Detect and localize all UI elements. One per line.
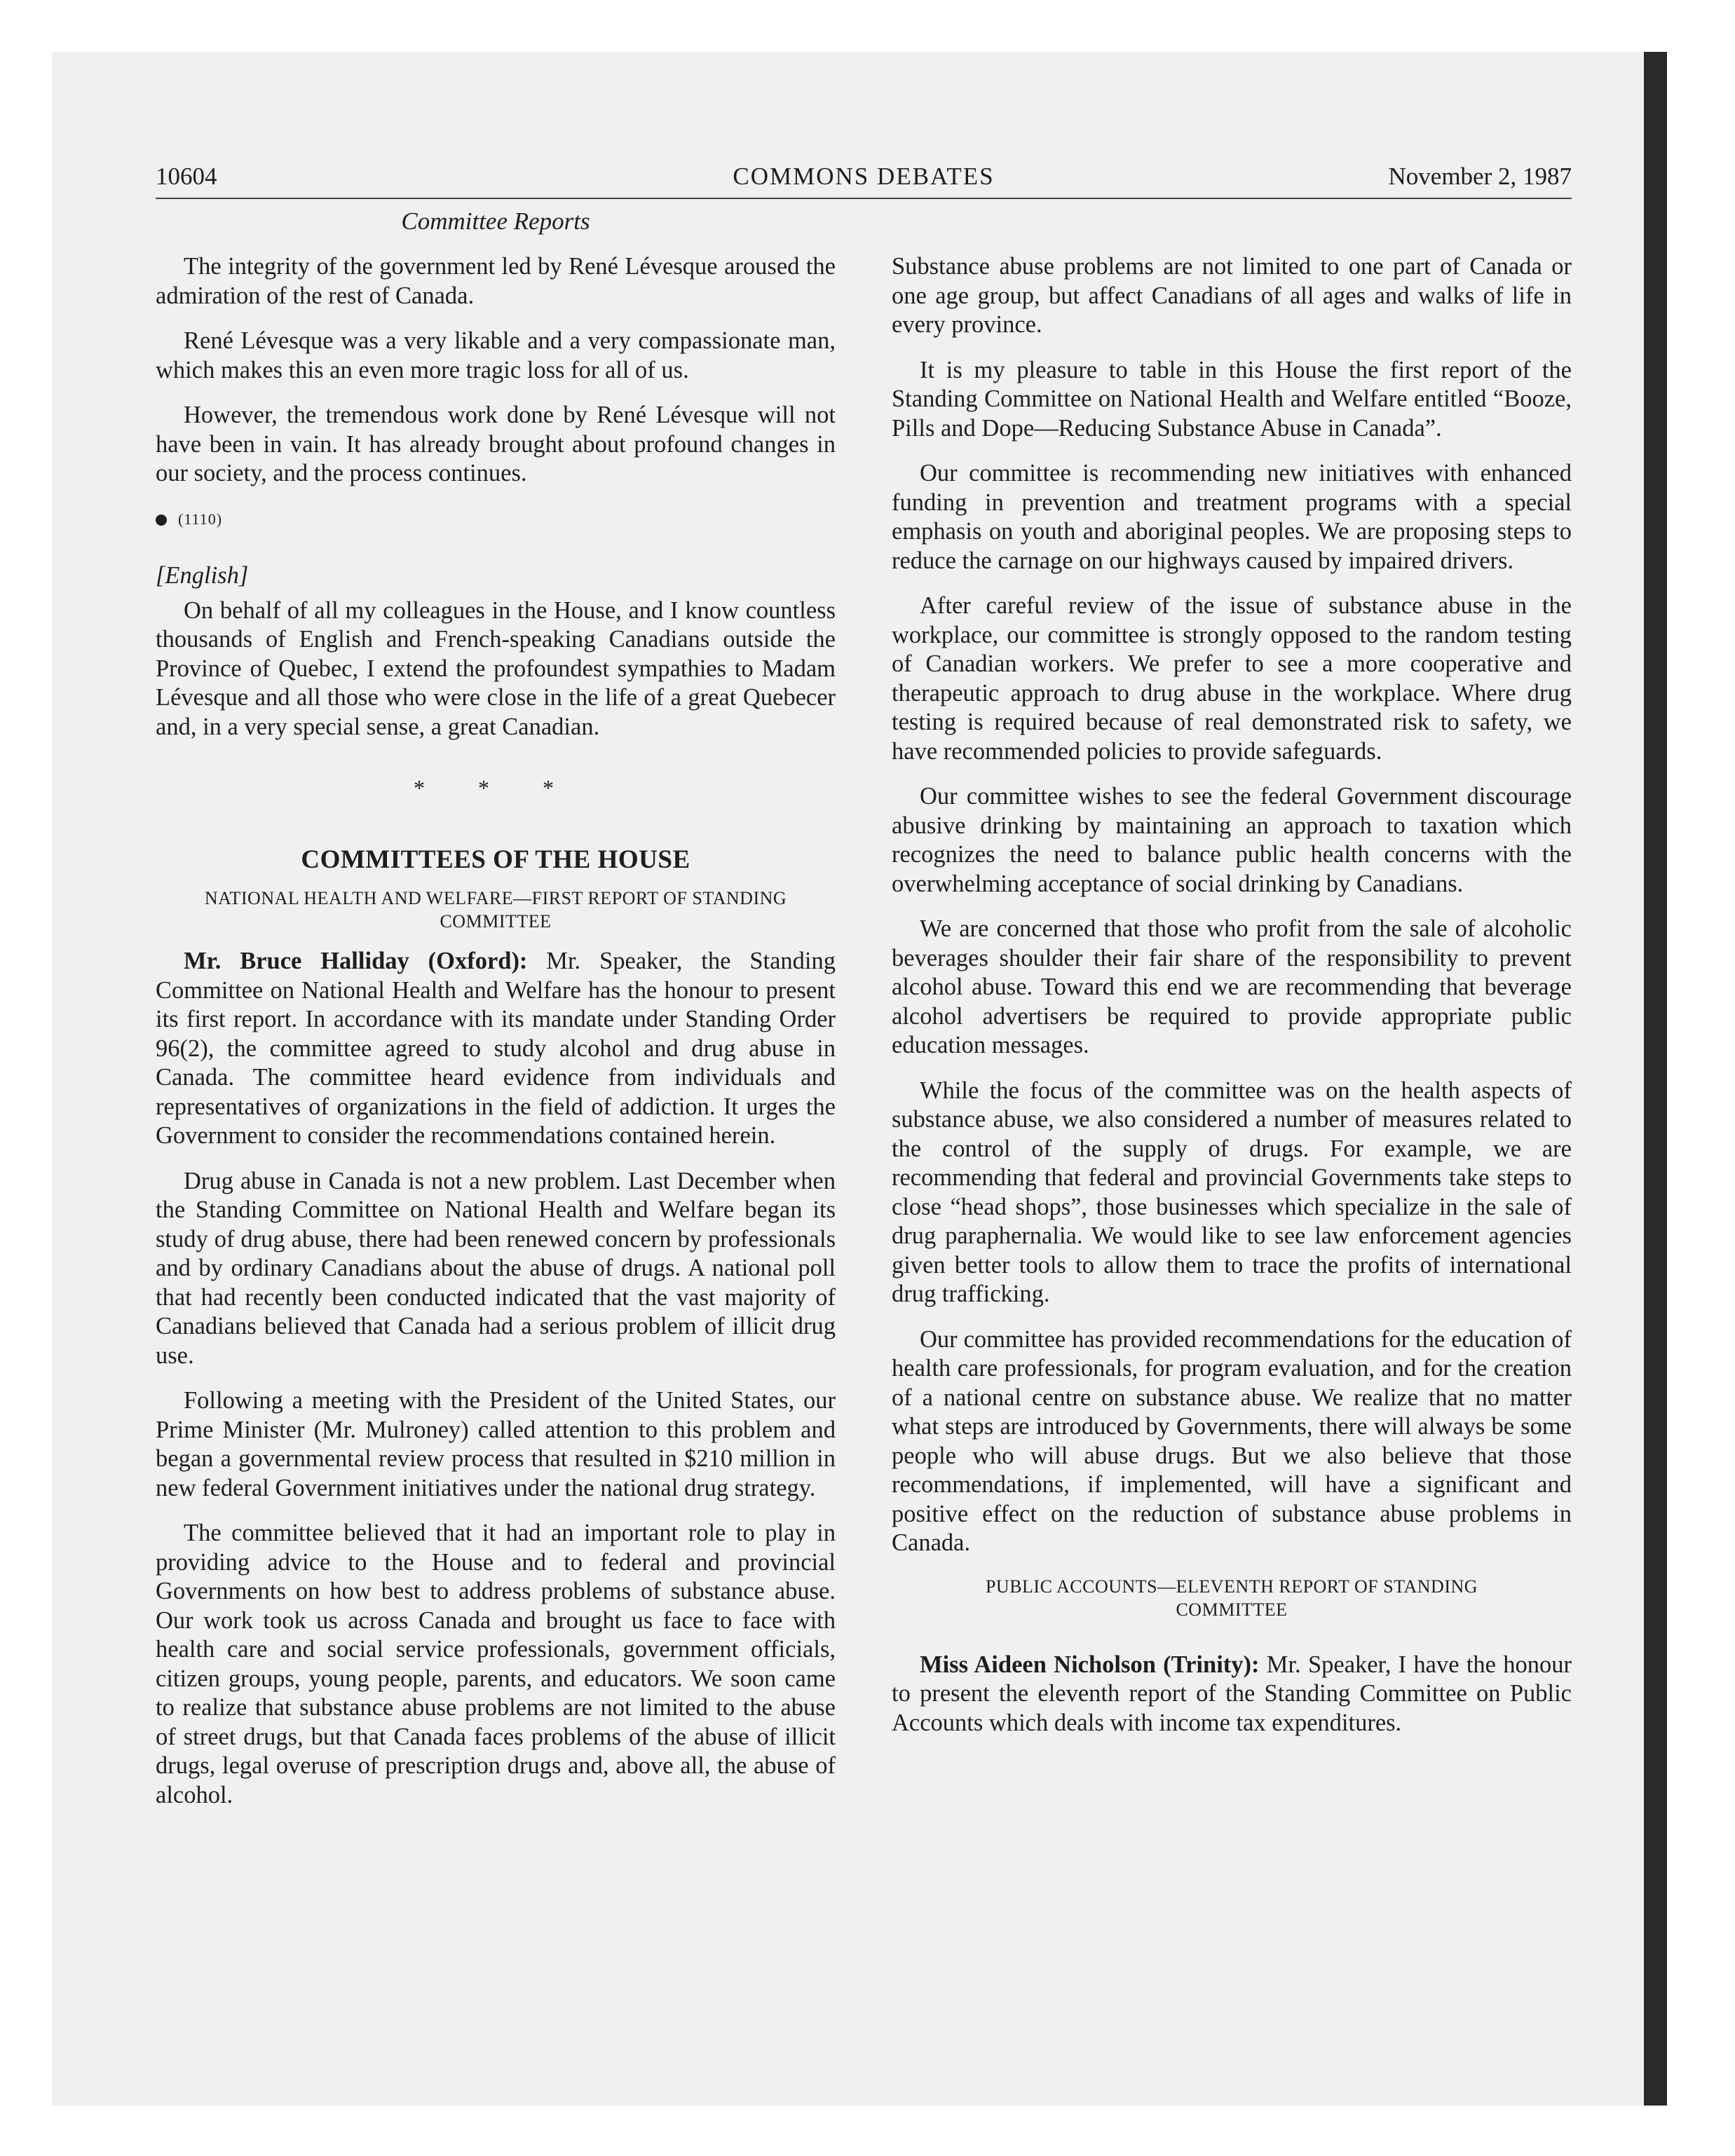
paragraph: After careful review of the issue of substance abuse in the workplace, our committee is strongly opposed to the random testing of Canadian workers. We prefer to see a more cooperative and therapeutic approach to drug abuse in the workplace. Where drug testing is required because of real demonstrated risk to safety, we have recommended policies to provide safeguards. <box>892 592 1572 765</box>
paragraph: René Lévesque was a very likable and a very compassionate man, which makes this an even more tragic loss for all of us. <box>156 327 836 383</box>
time-marker-text: (1110) <box>178 510 223 528</box>
paragraph: We are concerned that those who profit from the sale of alcoholic beverages shoulder their fair share of the responsibility to prevent alcohol abuse. Toward this end we are recommending that beverage alcohol advertisers be required to provide appropriate public education messages. <box>892 915 1572 1058</box>
scan-edge-bar <box>1644 52 1667 2106</box>
running-head: Committee Reports <box>401 207 590 235</box>
publication-date: November 2, 1987 <box>1388 163 1572 190</box>
subsection-title: PUBLIC ACCOUNTS—ELEVENTH REPORT OF STANDING COMMITTEE <box>985 1576 1478 1620</box>
time-marker <box>156 505 836 534</box>
section-title: COMMITTEES OF THE HOUSE <box>301 845 690 874</box>
paragraph: However, the tremendous work done by René Lévesque will not have been in vain. It has already brought about profound changes in our society, and the process continues. <box>156 402 836 486</box>
bullet-icon <box>156 514 167 526</box>
paragraph: On behalf of all my colleagues in the House, and I know countless thousands of English and French-speaking Canadians outside the Province of Quebec, I extend the profoundest sympathies to Madam Lévesque and all those who were close in the life of a great Quebecer and, in a very special sense, a great Canadian. <box>156 596 836 740</box>
subsection-title: NATIONAL HEALTH AND WELFARE—FIRST REPORT OF STANDING COMMITTEE <box>204 888 787 932</box>
paragraph: Our committee has provided recommendations for the education of health care professionals, for program evaluation, and for the creation of a national centre on substance abuse. We realize that no matter what steps are introduced by Governments, there will always be some people who will abuse drugs. But we also believe that those recommendations, if implemented, will have a significant and positive effect on the reduction of substance abuse problems in Canada. <box>892 1325 1572 1556</box>
paragraph: The integrity of the government led by René Lévesque aroused the admiration of the rest of Canada. <box>156 253 836 309</box>
paragraph: Following a meeting with the President of the United States, our Prime Minister (Mr. Mulroney) called attention to this problem and began a governmental review process that resulted in $210 million in new federal Government initiatives under the national drug strategy. <box>156 1387 836 1501</box>
paragraph: The committee believed that it had an important role to play in providing advice to the House and to federal and provincial Governments on how best to address problems of substance abuse. Our work took us across Canada and brought us face to face with health care and social service professionals, government officials, citizen groups, young people, parents, and educators. We soon came to realize that substance abuse problems are not limited to the abuse of street drugs, but that Canada faces problems of the abuse of illicit drugs, legal overuse of prescription drugs and, above all, the abuse of alcohol. <box>156 1520 836 1808</box>
page-header <box>156 160 1572 198</box>
left-column <box>156 252 836 1826</box>
paragraph: Our committee is recommending new initiatives with enhanced funding in prevention and treatment programs with a special emphasis on youth and aboriginal peoples. We are proposing steps to reduce the carnage on our highways caused by impaired drivers. <box>892 460 1572 574</box>
paragraph: Substance abuse problems are not limited to one part of Canada or one age group, but affect Canadians of all ages and walks of life in every province. <box>892 253 1572 338</box>
speech-text: Mr. Speaker, I have the honour to present the eleventh report of the Standing Committee on Public Accounts which deals with income tax expenditures. <box>892 1651 1572 1736</box>
speaker-name: Mr. Bruce Halliday (Oxford): <box>184 948 528 974</box>
speech-paragraph <box>156 947 836 1151</box>
paragraph: While the focus of the committee was on the health aspects of substance abuse, we also considered a number of measures related to the control of the supply of drugs. For example, we are recommending that federal and provincial Governments take steps to close “head shops”, those businesses which specialize in the sale of drug paraphernalia. We would like to see law enforcement agencies given better tools to allow them to trace the profits of international drug trafficking. <box>892 1077 1572 1307</box>
header-rule <box>156 198 1572 199</box>
section-separator: * * * <box>414 775 578 800</box>
right-column <box>892 252 1572 1754</box>
speaker-name: Miss Aideen Nicholson (Trinity): <box>920 1651 1260 1678</box>
language-tag: [English] <box>156 562 249 589</box>
speech-text: Mr. Speaker, the Standing Committee on National Health and Welfare has the honour to present its first report. In accordance with its mandate under Standing Order 96(2), the committee agreed to study alcohol and drug abuse in Canada. The committee heard evidence from individuals and representatives of organizations in the field of addiction. It urges the Government to consider the recommendations contained herein. <box>156 948 836 1149</box>
paragraph: Drug abuse in Canada is not a new problem. Last December when the Standing Committee on National Health and Welfare began its study of drug abuse, there had been renewed concern by professionals and by ordinary Canadians about the abuse of drugs. A national poll that had recently been conducted indicated that the vast majority of Canadians believed that Canada had a serious problem of illicit drug use. <box>156 1167 836 1369</box>
page-number: 10604 <box>156 163 217 190</box>
paragraph: It is my pleasure to table in this House the first report of the Standing Committee on National Health and Welfare entitled “Booze, Pills and Dope—Reducing Substance Abuse in Canada”. <box>892 356 1572 442</box>
speech-paragraph <box>892 1651 1572 1738</box>
publication-title: COMMONS DEBATES <box>733 163 995 190</box>
paragraph: Our committee wishes to see the federal Government discourage abusive drinking by maintaining an approach to taxation which recognizes the need to balance public health concerns with the overwhelming acceptance of social drinking by Canadians. <box>892 783 1572 897</box>
